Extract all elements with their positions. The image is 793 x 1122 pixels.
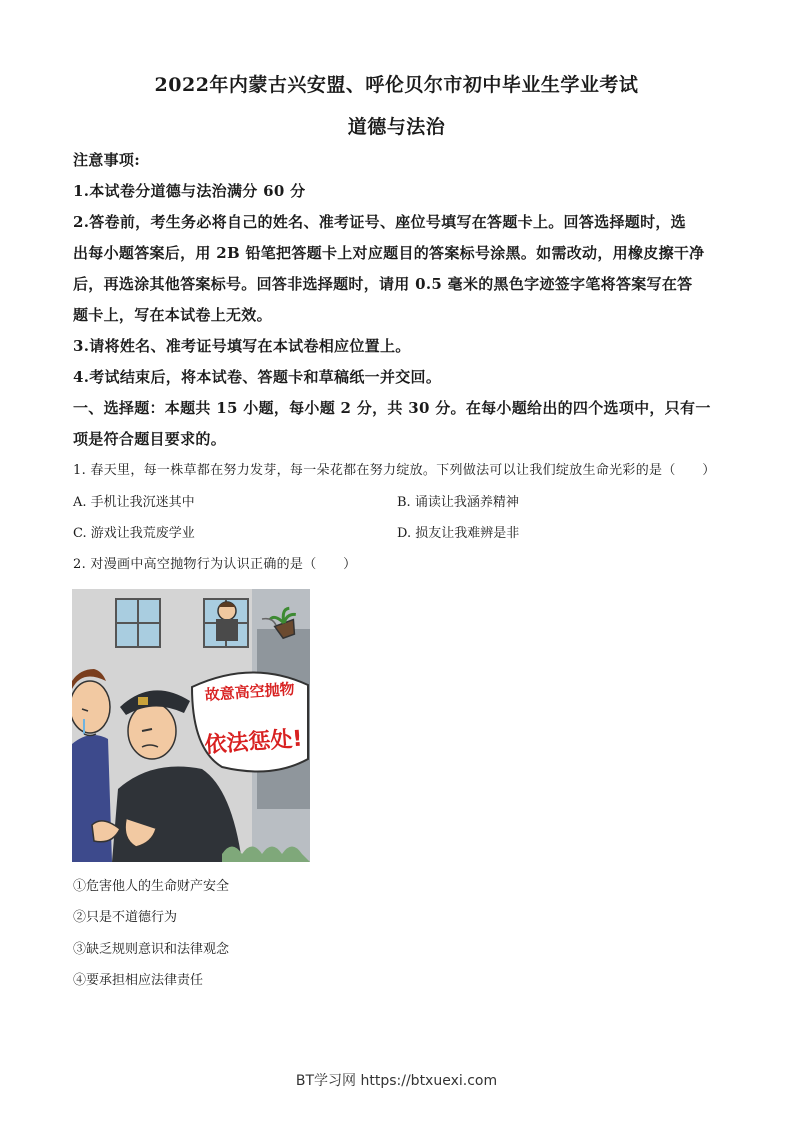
- notice-item-3: 3.请将姓名、准考证号填写在本试卷相应位置上。: [73, 337, 411, 355]
- question-1-stem: 1. 春天里，每一株草都在努力发芽，每一朵花都在努力绽放。下列做法可以让我们绽放生命光彩的是（ ）: [73, 463, 716, 478]
- comic-caption-2: 依法惩处!: [203, 726, 304, 759]
- footer-watermark: BT学习网 https://btxuexi.com: [295, 1073, 498, 1089]
- notice-item-2-line-2: 出每小题答案后，用 2B 铅笔把答题卡上对应题目的答案标号涂黑。如需改动，用橡皮擦干净: [73, 244, 705, 262]
- question-1-option-c: C. 游戏让我荒废学业: [73, 526, 195, 541]
- notice-heading: 注意事项:: [73, 151, 141, 169]
- question-2-statement-2: ②只是不道德行为: [73, 910, 178, 925]
- question-1-option-a: A. 手机让我沉迷其中: [73, 495, 195, 510]
- section-heading-line-1: 一、选择题：本题共 15 小题，每小题 2 分，共 30 分。在每小题给出的四个选项中，只有一: [73, 399, 711, 417]
- comic-caption-1: 故意高空抛物: [204, 679, 296, 705]
- section-heading-line-2: 项是符合题目要求的。: [73, 430, 227, 448]
- notice-item-2-line-4: 题卡上，写在本试卷上无效。: [73, 306, 272, 324]
- notice-item-4: 4.考试结束后，将本试卷、答题卡和草稿纸一并交回。: [73, 368, 442, 386]
- question-2-statement-1: ①危害他人的生命财产安全: [73, 879, 230, 894]
- notice-item-2-line-1: 2.答卷前，考生务必将自己的姓名、准考证号、座位号填写在答题卡上。回答选择题时，选: [73, 213, 686, 231]
- question-1-option-d: D. 损友让我难辨是非: [397, 526, 520, 541]
- notice-item-1: 1.本试卷分道德与法治满分 60 分: [73, 182, 306, 200]
- question-2-stem: 2. 对漫画中高空抛物行为认识正确的是（ ）: [73, 557, 357, 572]
- exam-title: 2022年内蒙古兴安盟、呼伦贝尔市初中毕业生学业考试: [154, 74, 639, 96]
- comic-illustration: [72, 589, 310, 862]
- notice-item-2-line-3: 后，再选涂其他答案标号。回答非选择题时，请用 0.5 毫米的黑色字迹签字笔将答案写在答: [73, 275, 693, 293]
- building-window-left: [116, 599, 160, 647]
- question-2-statement-4: ④要承担相应法律责任: [73, 973, 204, 988]
- exam-subject: 道德与法治: [347, 116, 446, 138]
- question-1-option-b: B. 诵读让我涵养精神: [397, 495, 519, 510]
- question-2-statement-3: ③缺乏规则意识和法律观念: [73, 942, 230, 957]
